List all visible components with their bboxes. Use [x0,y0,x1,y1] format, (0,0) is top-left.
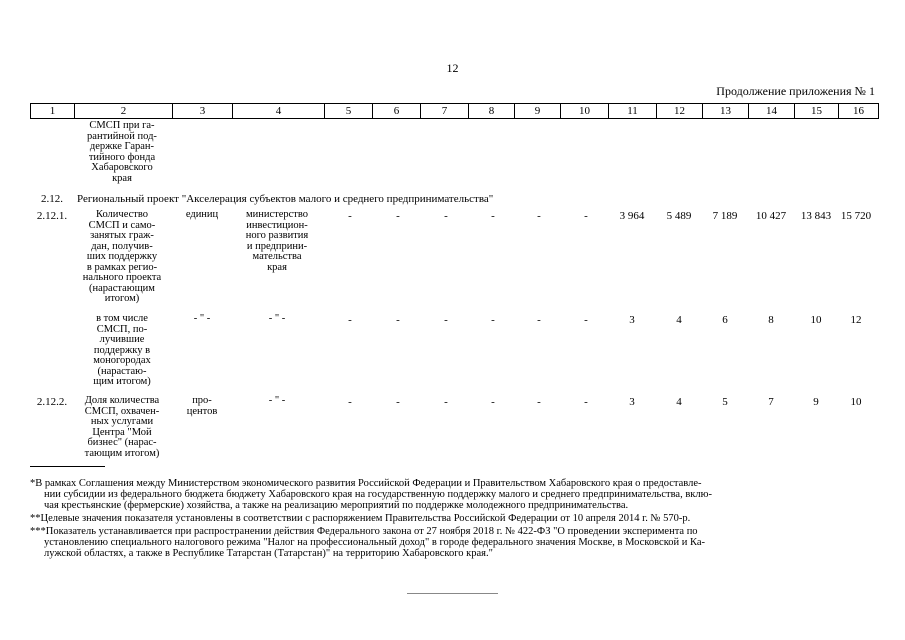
indicator-name: в том числе СМСП, по- лучившие поддержку в моногородах (нарастаю- щим итогом) [93,313,151,387]
header-cell: 11 [609,104,657,119]
header-cell: 14 [749,104,795,119]
unit-of-measure: единиц [185,209,219,220]
value-cell: - [348,314,352,326]
continuation-label: Продолжение приложения № 1 [716,84,875,98]
value-cell: - [491,314,495,326]
value-cell: - [537,314,541,326]
indicator-name: Доля количества СМСП, охвачен- ных услугами Центра "Мой бизнес" (нарас- тающим итогом) [84,395,160,459]
row-number: 2.12.1. [36,210,68,222]
value-cell: - [491,396,495,408]
value-cell: 3 [629,396,635,408]
header-cell: 7 [421,104,469,119]
value-cell: 3 964 [619,210,645,222]
value-cell: - [584,396,588,408]
value-cell: 3 [629,314,635,326]
responsible-agency: - " - [268,395,286,406]
value-cell: 4 [676,314,682,326]
section-number: 2.12. [41,193,63,205]
section-title: Региональный проект "Акселерация субъектов малого и среднего предпринимательства" [77,193,494,205]
header-cell: 15 [795,104,839,119]
header-cell: 4 [233,104,325,119]
value-cell: 5 [722,396,728,408]
value-cell: - [444,210,448,222]
header-cell: 12 [657,104,703,119]
value-cell: - [537,396,541,408]
responsible-agency: - " - [268,313,286,324]
header-cell: 8 [469,104,515,119]
value-cell: - [444,396,448,408]
value-cell: 4 [676,396,682,408]
value-cell: - [396,210,400,222]
value-cell: 10 [850,396,862,408]
value-cell: 12 [850,314,862,326]
value-cell: 7 [768,396,774,408]
header-cell: 2 [75,104,173,119]
value-cell: 15 720 [840,210,872,222]
value-cell: 9 [813,396,819,408]
value-cell: - [491,210,495,222]
value-cell: - [348,396,352,408]
footnote-2: **Целевые значения показателя установлены в соответствии с распоряжением Правительства Российской Федерации от 10 апреля 2014 г. № 570-р. [30,513,691,524]
footnote-1: *В рамках Соглашения между Министерством экономического развития Российской Федерации и Правительством Хабаровского края о предоставле- нии субсидии из федерального бюджета бюджету Хабаровского края на государственную поддержку малого и среднего предпринимательства, вклю- чая крестьянские (фермерские) хозяйства, а также на реализацию мероприятий по поддержке молодежного предпринимательства. [30,478,712,511]
header-cell: 16 [839,104,879,119]
value-cell: 5 489 [666,210,692,222]
value-cell: - [396,396,400,408]
responsible-agency: министерство инвестицион- ного развития и предприни- мательства края [245,209,309,273]
row-number: 2.12.2. [36,396,68,408]
value-cell: 8 [768,314,774,326]
unit-of-measure: про- центов [186,395,218,417]
header-cell: 1 [31,104,75,119]
value-cell: 10 [810,314,822,326]
header-cell: 3 [173,104,233,119]
header-cell: 6 [373,104,421,119]
value-cell: - [444,314,448,326]
unit-of-measure: - " - [193,313,211,324]
end-separator [407,593,498,594]
value-cell: 13 843 [800,210,832,222]
value-cell: 10 427 [755,210,787,222]
header-cell: 10 [561,104,609,119]
value-cell: - [537,210,541,222]
header-cell: 9 [515,104,561,119]
value-cell: 6 [722,314,728,326]
indicator-name: Количество СМСП и само- занятых граж- дан, получив- ших поддержку в рамках регио- нального проекта (нарастающим итогом) [82,209,162,304]
footnote-3: ***Показатель устанавливается при распространении действия Федерального закона от 27 ноября 2018 г. № 422-ФЗ "О проведении эксперимента по установлению специального налогового режима "Налог на профессиональный доход" в городе федерального значения Москве, в Московской и Ка- лужской областях, а также в Республике Татарстан (Татарстан)" на территорию Хабаровского края." [30,526,706,559]
value-cell: - [584,210,588,222]
value-cell: - [348,210,352,222]
footnote-separator [30,466,105,467]
prev-row-tail: СМСП при га- рантийной под- держке Гаран- тийного фонда Хабаровского края [87,120,157,184]
column-number-header [30,103,879,119]
value-cell: - [584,314,588,326]
header-cell: 13 [703,104,749,119]
value-cell: - [396,314,400,326]
header-cell: 5 [325,104,373,119]
value-cell: 7 189 [712,210,738,222]
page-number: 12 [446,61,459,75]
